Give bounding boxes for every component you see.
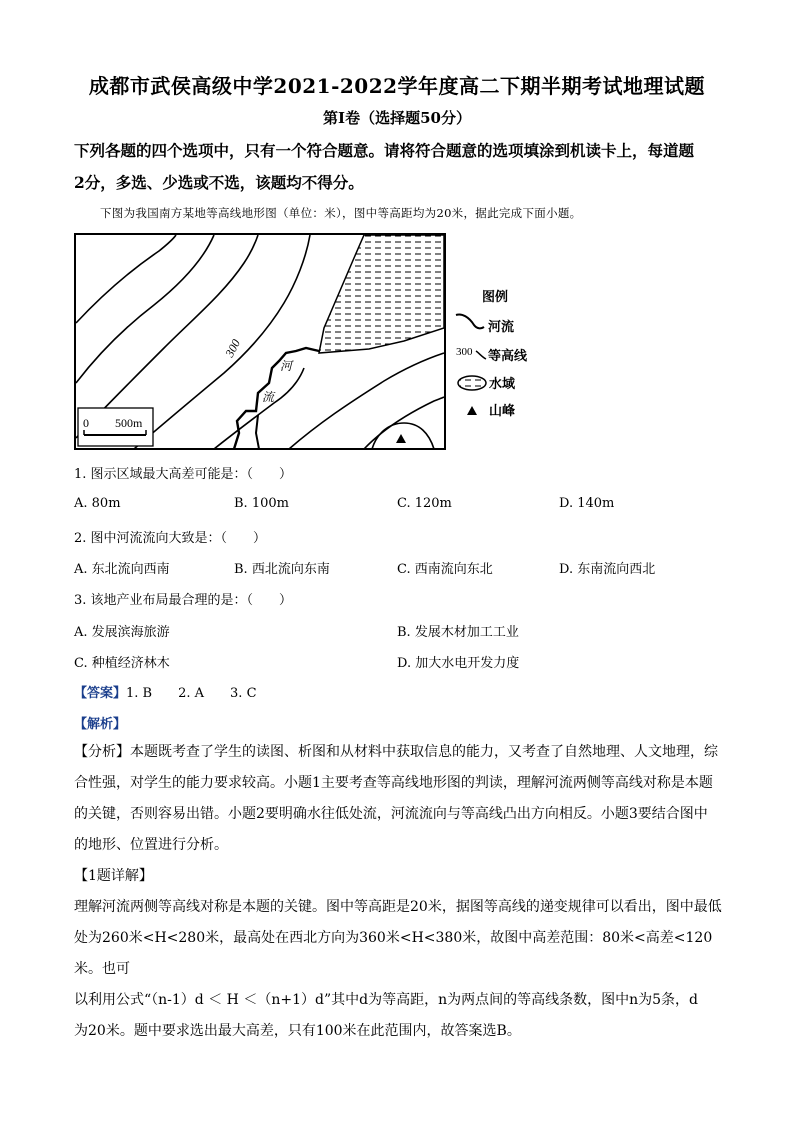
contour-label-300: 300: [222, 336, 244, 360]
contour-line-300: [134, 235, 310, 449]
scale-zero: 0: [83, 416, 89, 430]
detail-label: 【1题详解】: [74, 868, 153, 884]
peak-icon: [396, 434, 406, 443]
contour-line: [372, 423, 434, 449]
legend-water-icon: [458, 376, 486, 390]
map-caption: 下图为我国南方某地等高线地形图（单位：米），图中等高距均为20米，据此完成下面小题。: [100, 206, 582, 220]
fenxi-label: 【分析】: [74, 744, 130, 760]
q2-option-d[interactable]: D. 东南流向西北: [559, 562, 656, 577]
water-body: [319, 235, 444, 353]
analysis-line-1: [74, 737, 724, 768]
detail-line-3: 以利用公式“（n-1）d ＜ H ＜（n+1）d”其中d为等高距，n为两点间的等高线条数，图中n为5条，d: [74, 992, 698, 1008]
scale-value: 500m: [115, 416, 143, 430]
fenxi-text-1: 本题既考查了学生的读图、析图和从材料中获取信息的能力，又考查了自然地理、人文地理，综: [130, 744, 718, 760]
detail-line-2: 处为260米<H<280米，最高处在西北方向为360米<H<380米，故图中高差范围：80米<高差<120米。也可: [74, 930, 713, 977]
contour-map: [74, 233, 554, 453]
question-2-stem: 2. 图中河流流向大致是：（ ）: [74, 531, 267, 546]
q1-option-a[interactable]: A. 80m: [74, 496, 121, 511]
q2-option-c[interactable]: C. 西南流向东北: [397, 562, 493, 577]
detail-line-1: 理解河流两侧等高线对称是本题的关键。图中等高距是20米，据图等高线的递变规律可以看出，图中最低: [74, 899, 722, 915]
legend-title: 图例: [482, 290, 509, 305]
answer-row: [74, 682, 257, 701]
contour-line: [214, 368, 304, 449]
q3-option-d[interactable]: D. 加大水电开发力度: [397, 656, 520, 671]
legend-contour-num: 300: [456, 346, 473, 358]
river-label-1: 河: [280, 359, 293, 373]
question-1-stem: 1. 图示区域最大高差可能是：（ ）: [74, 467, 293, 482]
q2-option-b[interactable]: B. 西北流向东南: [234, 562, 330, 577]
q3-option-a[interactable]: A. 发展滨海旅游: [74, 625, 170, 640]
legend-water: 水域: [489, 377, 516, 392]
analysis-line-4: 的地形、位置进行分析。: [74, 837, 228, 853]
analysis-label: 【解析】: [74, 717, 127, 732]
q1-option-d[interactable]: D. 140m: [559, 496, 615, 511]
legend-peak: 山峰: [489, 404, 516, 419]
contour-line: [289, 353, 444, 449]
river-label-2: 流: [262, 390, 275, 404]
q2-option-a[interactable]: A. 东北流向西南: [74, 562, 170, 577]
legend-river-icon: [456, 314, 484, 328]
contour-line: [76, 235, 214, 383]
q1-option-b[interactable]: B. 100m: [234, 496, 289, 511]
answer-label: 【答案】: [74, 686, 127, 701]
instructions-line-1: 下列各题的四个选项中，只有一个符合题意。请将符合题意的选项填涂到机读卡上，每道题: [74, 141, 695, 160]
q3-option-c[interactable]: C. 种植经济林木: [74, 656, 170, 671]
legend-peak-icon: [467, 406, 477, 415]
q3-option-b[interactable]: B. 发展木材加工工业: [397, 625, 519, 640]
river-branch: [256, 415, 259, 449]
contour-line: [76, 235, 176, 323]
q1-option-c[interactable]: C. 120m: [397, 496, 452, 511]
legend-contour: 等高线: [488, 349, 528, 364]
exam-title: 成都市武侯高级中学2021-2022学年度高二下期半期考试地理试题: [88, 74, 706, 98]
analysis-line-3: 的关键，否则容易出错。小题2要明确水往低处流，河流流向与等高线凸出方向相反。小题3要结合图中: [74, 806, 708, 822]
detail-line-4: 为20米。题中要求选出最大高差，只有100米在此范围内，故答案选B。: [74, 1023, 521, 1039]
legend-river: 河流: [488, 320, 515, 335]
question-3-stem: 3. 该地产业布局最合理的是：（ ）: [74, 593, 293, 608]
analysis-line-2: 合性强，对学生的能力要求较高。小题1主要考查等高线地形图的判读，理解河流两侧等高线对称是本题: [74, 775, 713, 791]
answer-text: 1. B 2. A 3. C: [126, 686, 257, 701]
instructions-line-2: 2分，多选、少选或不选，该题均不得分。: [74, 173, 364, 192]
legend-contour-icon: [476, 351, 486, 359]
analysis-body: [74, 737, 724, 1047]
section-title: 第Ⅰ卷（选择题50分）: [323, 109, 471, 127]
